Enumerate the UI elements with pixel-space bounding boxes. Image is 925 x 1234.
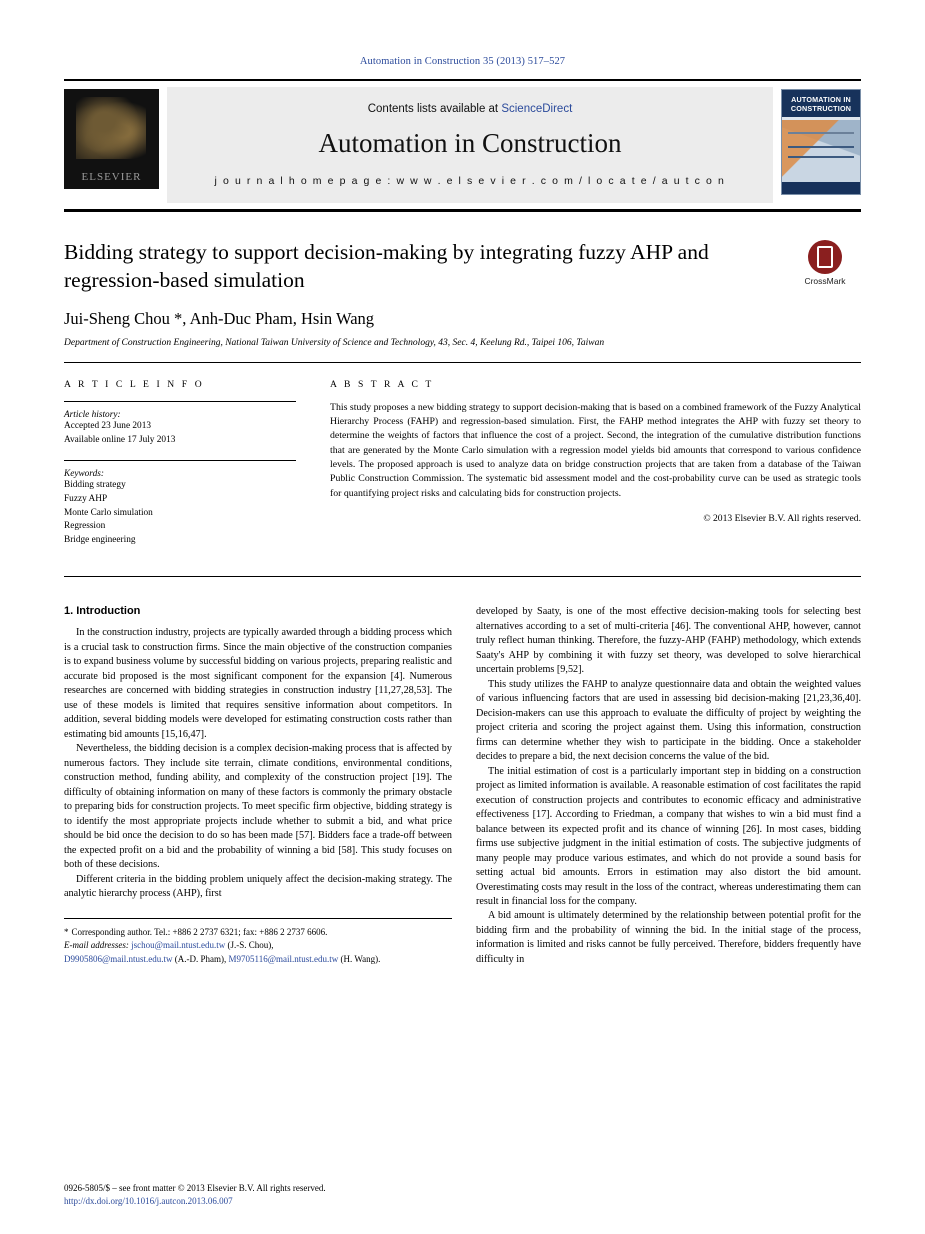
sciencedirect-link[interactable]: ScienceDirect [501, 103, 573, 115]
keyword-item: Regression [64, 521, 106, 532]
article-history-box [64, 401, 296, 448]
crossmark-label: CrossMark [804, 276, 846, 286]
body-column-right [476, 605, 861, 967]
page-footer [64, 1182, 494, 1208]
page-title: Bidding strategy to support decision-making by integrating fuzzy AHP and regression-based simulation [64, 240, 709, 293]
email-note [64, 939, 452, 953]
elsevier-logo [64, 89, 159, 189]
keywords-box [64, 460, 296, 549]
section-divider [64, 576, 861, 577]
paragraph: The initial estimation of cost is a particularly important step in bidding on a construction project as limited information is available. A reasonable estimation of cost facilitates the rapid execution of construction projects and contributes to economic efficacy and administrative effectiveness [17]. According to Friedman, a company that wishes to win a bid must find a balance between its expected profit and its chance of winning [26]. In most cases, bidding firms use subjective judgment in the initial estimation of costs. The subjective judgments of many people may produce various estimates, and which do not provide a sound basis for setting actual bid amounts. Errors in estimation may also distort the bid amount. Overestimating costs may result in the loss of the contract, whereas underestimating them can result in financial loss for the company. [476, 765, 861, 907]
journal-title: Automation in Construction [318, 128, 622, 158]
email-link[interactable]: D9905806@mail.ntust.edu.tw [64, 953, 173, 964]
email-link[interactable]: M9705116@mail.ntust.edu.tw [228, 953, 339, 964]
paragraph: In the construction industry, projects are typically awarded through a bidding process which is a crucial task to construction firms. Since the main objective of the construction companies is to expand business volume by successful bidding on various projects, preparing realistic and accurate bid proposed is the most significant component for the expansion [4]. Numerous researches are concerned with bidding strategies in construction industry [11,27,28,53]. The use of these models is limited that requires sensitive information about competitors. In addition, several bidding models were developed for estimating construction costs rather than estimating bid amounts [15,16,47]. [64, 627, 452, 740]
article-history-title: Article history: [64, 409, 121, 420]
article-info-column [64, 379, 318, 549]
email-owner: (H. Wang). [340, 953, 381, 964]
abstract-column [318, 379, 861, 549]
paragraph: This study utilizes the FAHP to analyze questionnaire data and obtain the weighted values of various influencing factors that are used in assessing bid decision-making [21,23,36,40]. Decision-makers can use this approach to evaluate the difficulty of project by weighting the project criteria and scoring the project against them. Using this information, construction firms can determine whether they wish to participate in the bidding. Once a stakeholder decides to prepare a bid, the next decision concerns the value of the bid. [476, 678, 861, 763]
cover-artwork [782, 120, 860, 182]
issn-copyright-line: 0926-5805/$ – see front matter © 2013 Elsevier B.V. All rights reserved. [64, 1182, 326, 1193]
keyword-item: Fuzzy AHP [64, 493, 108, 504]
info-abstract-block [64, 379, 861, 563]
masthead-center [167, 87, 773, 203]
article-history-item: Available online 17 July 2013 [64, 434, 176, 445]
email-owner: (A.-D. Pham), [174, 953, 227, 964]
elsevier-tree-icon [76, 97, 146, 159]
email-link[interactable]: jschou@mail.ntust.edu.tw [131, 940, 226, 951]
abstract-text: This study proposes a new bidding strategy to support decision-making that is based on a combined framework of the Fuzzy Analytical Hierarchy Process (FAHP) and regression-based simulation. First, the FAHP method integrates the AHP with fuzzy set theory to determine the weights of factors that influence the cost of a project. Second, the integration of the cumulative distribution functions that are generated by the Monte Carlo simulation with a regression model yields bid amounts that correspond to various confidence levels. The proposed approach is used to analyze data on bridge construction projects that are taken from a database of the Taiwan Public Construction Commission. The systematic bid assessment model and the cost-probability curve can be used as strategic tools for quantifying project risks and calculating bids for construction projects. [330, 401, 861, 499]
elsevier-wordmark: ELSEVIER [81, 171, 142, 183]
crossmark-badge[interactable] [789, 240, 861, 286]
journal-masthead [64, 79, 861, 212]
abstract-heading: A B S T R A C T [330, 378, 434, 390]
section-heading-introduction: 1. Introduction [64, 605, 141, 618]
paragraph: Different criteria in the bidding problem uniquely affect the decision-making strategy. The analytic hierarchy process (AHP), first [64, 873, 452, 900]
paragraph: developed by Saaty, is one of the most effective decision-making tools for selecting best alternatives according to a set of multi-criteria [46]. The conventional AHP, however, cannot truly reflect human thinking. Therefore, the fuzzy-AHP (FAHP) methodology, which extends Saaty's AHP by combining it with fuzzy set theory, was developed to solve hierarchical uncertain problems [9,52]. [476, 606, 861, 676]
corresponding-author-text: Corresponding author. Tel.: +886 2 2737 6321; fax: +886 2 2737 6606. [71, 926, 328, 937]
doi-link[interactable]: http://dx.doi.org/10.1016/j.autcon.2013.06.007 [64, 1195, 233, 1206]
body-columns [64, 605, 861, 967]
email-owner: (J.-S. Chou), [227, 940, 274, 951]
abstract-copyright: © 2013 Elsevier B.V. All rights reserved. [703, 512, 861, 524]
keyword-item: Monte Carlo simulation [64, 507, 153, 518]
affiliation: Department of Construction Engineering, National Taiwan University of Science and Technology, 43, Sec. 4, Keelung Rd., Taipei 106, Taiwan [64, 338, 861, 363]
journal-homepage-line[interactable]: j o u r n a l h o m e p a g e : w w w . e l s e v i e r . c o m / l o c a t e / a u t c o n [214, 175, 726, 187]
keyword-item: Bridge engineering [64, 535, 136, 546]
article-history-item: Accepted 23 June 2013 [64, 420, 152, 431]
email-label: E-mail addresses: [64, 940, 129, 951]
keyword-item: Bidding strategy [64, 479, 126, 490]
paragraph: Nevertheless, the bidding decision is a complex decision-making process that is affected by numerous factors. They include site terrain, climate conditions, environmental conditions, construction method, funding ability, and complexity of the construction project [19]. The difficulty of obtaining information on many of these factors is commonly the primary obstacle to preparing bids for construction projects. To meet specific firm objective, bidding strategy is to identify the most appropriate projects include whether to submit a bid, and what price should be bid once the decision to do so has been made [57]. Bidders face a trade-off between the expected profit on a bid and the probability of winning a bid [58]. This study focuses on both of these decisions. [64, 743, 452, 871]
asterisk-icon: * [64, 926, 69, 937]
body-column-left [64, 605, 452, 967]
crossmark-icon [808, 240, 842, 274]
footnote-block [64, 918, 452, 967]
contents-prefix: Contents lists available at [367, 103, 499, 115]
corresponding-author-note [64, 926, 452, 940]
author-list: Jui-Sheng Chou *, Anh-Duc Pham, Hsin Wang [64, 308, 375, 328]
journal-cover-thumbnail [781, 89, 861, 195]
article-info-heading: A R T I C L E I N F O [64, 378, 205, 390]
cover-title: AUTOMATION IN CONSTRUCTION [790, 95, 852, 113]
contents-available-line [368, 103, 573, 115]
email-note [64, 953, 452, 967]
title-area [64, 238, 861, 363]
keywords-title: Keywords: [64, 468, 104, 479]
paragraph: A bid amount is ultimately determined by the relationship between potential profit for the bidding firm and the probability of winning the bid. In the initial stage of the process, information is limited and risks cannot be fully perceived. Therefore, bidders frequently have difficulty in [476, 910, 861, 965]
journal-reference[interactable]: Automation in Construction 35 (2013) 517–527 [359, 56, 566, 67]
cover-footer-bar [782, 182, 860, 194]
